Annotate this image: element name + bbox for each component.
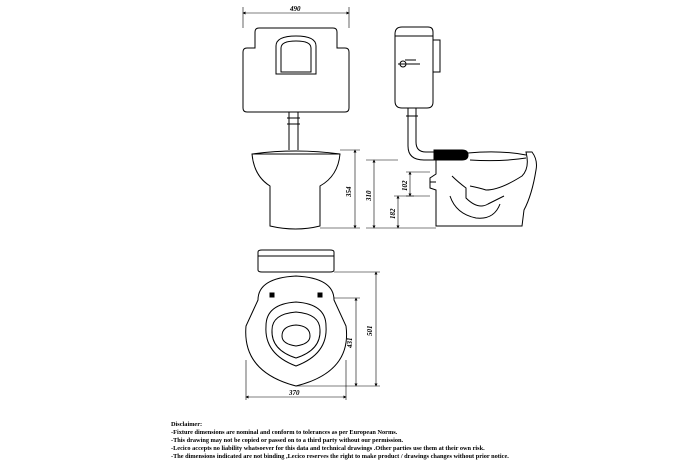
dim-tank-width: 490 bbox=[290, 5, 301, 13]
dim-outlet-offset: 102 bbox=[401, 180, 409, 191]
disclaimer-line: -This drawing may not be copied or passed on to a third party without our permission. bbox=[171, 437, 404, 445]
cistern-side bbox=[395, 27, 433, 108]
seat-plan bbox=[246, 276, 347, 386]
dim-bowl-height: 354 bbox=[345, 186, 353, 197]
bowl-front bbox=[252, 151, 340, 229]
dim-seat-depth: 501 bbox=[366, 325, 374, 336]
bowl-side bbox=[430, 152, 537, 226]
disclaimer bbox=[171, 421, 676, 461]
dim-seat-inner-depth: 431 bbox=[346, 337, 354, 348]
dim-side-height: 310 bbox=[365, 190, 373, 201]
dim-seat-width: 370 bbox=[289, 389, 300, 397]
disclaimer-line: -Lecico accepts no liability whatsoever for this data and technical drawings .Other parties use them at their own risk. bbox=[171, 445, 485, 453]
dim-outlet-height: 182 bbox=[389, 208, 397, 219]
plan-view bbox=[246, 250, 380, 400]
side-elevation bbox=[366, 27, 537, 228]
disclaimer-line: -The dimensions indicated are not binding ,Lecico reserves the right to make product / drawings changes without prior notice. bbox=[171, 453, 509, 461]
cistern-plan bbox=[258, 250, 334, 272]
front-elevation bbox=[243, 7, 360, 229]
disclaimer-title: Disclaimer: bbox=[171, 421, 203, 428]
disclaimer-line: -Fixture dimensions are nominal and conform to tolerances as per European Norms. bbox=[171, 429, 398, 437]
